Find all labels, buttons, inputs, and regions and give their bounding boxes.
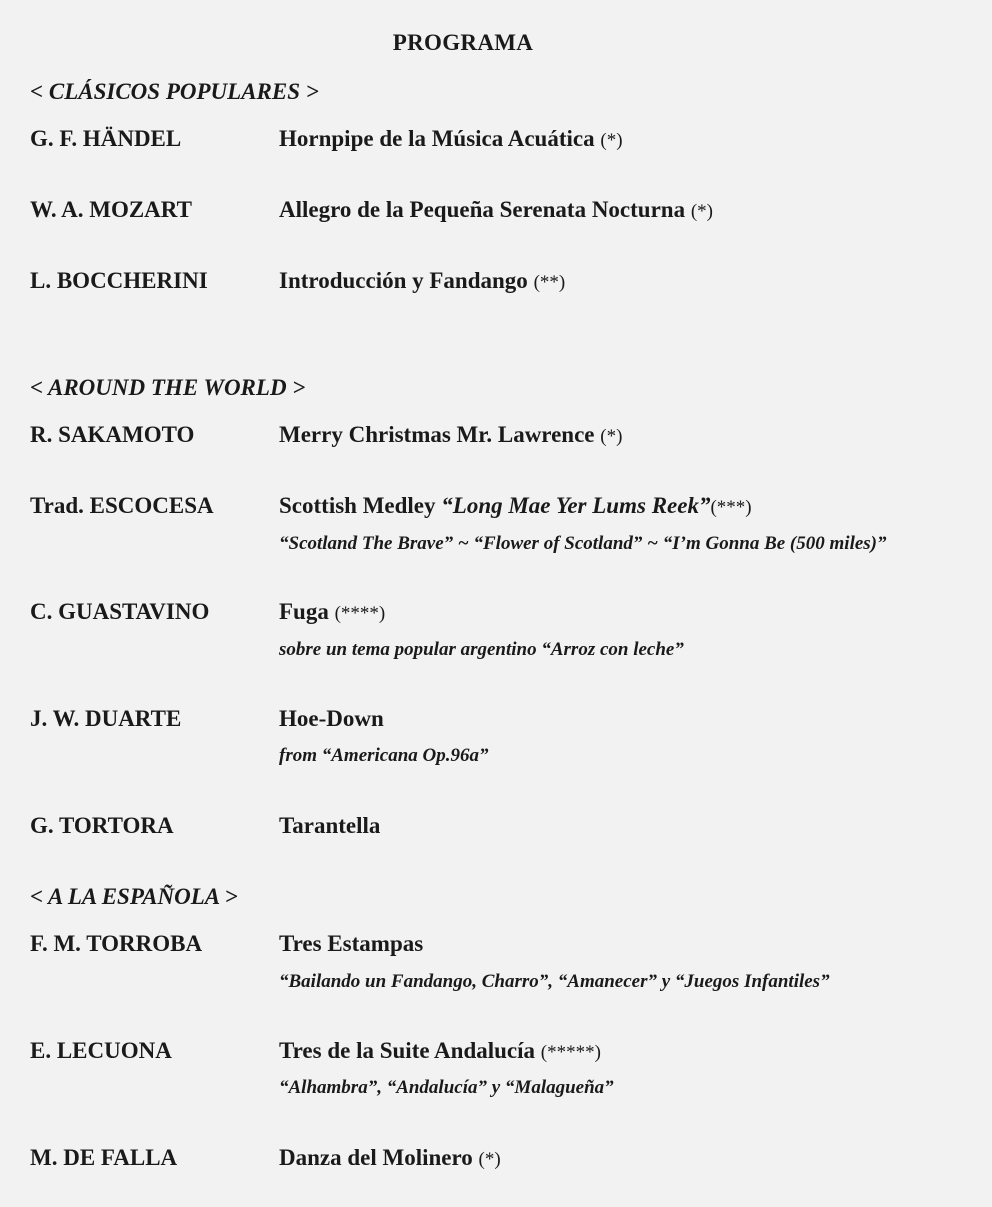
work-title: Tres Estampas xyxy=(279,931,424,956)
composer-boccherini: L. BOCCHERINI xyxy=(30,268,208,293)
footnote-mark: (**) xyxy=(533,272,566,293)
work-guastavino xyxy=(279,599,385,625)
work-detail-torroba: “Bailando un Fandango, Charro”, “Amanecer” y “Juegos Infantiles” xyxy=(279,971,830,992)
composer-guastavino: C. GUASTAVINO xyxy=(30,599,210,624)
work-detail-lecuona: “Alhambra”, “Andalucía” y “Malagueña” xyxy=(279,1077,614,1098)
work-torroba xyxy=(279,931,423,957)
work-title: Danza del Molinero xyxy=(279,1145,473,1170)
work-detail-duarte: from “Americana Op.96a” xyxy=(279,745,489,766)
footnote-mark: (****) xyxy=(334,603,386,624)
work-boccherini xyxy=(279,268,565,294)
footnote-mark: (*) xyxy=(600,426,623,447)
work-sakamoto xyxy=(279,422,622,448)
footnote-mark: (*) xyxy=(690,201,713,222)
composer-trad-escocesa: Trad. ESCOCESA xyxy=(30,493,214,518)
composer-sakamoto: R. SAKAMOTO xyxy=(30,422,195,447)
composer-lecuona: E. LECUONA xyxy=(30,1038,172,1063)
work-title: Tres de la Suite Andalucía xyxy=(279,1038,536,1063)
composer-tortora: G. TORTORA xyxy=(30,813,174,838)
work-subtitle-italic: “Long Mae Yer Lums Reek” xyxy=(441,493,711,518)
work-title: Allegro de la Pequeña Serenata Nocturna xyxy=(279,197,686,222)
composer-de-falla: M. DE FALLA xyxy=(30,1145,178,1170)
work-title: Hornpipe de la Música Acuática xyxy=(279,126,595,151)
work-scottish-medley xyxy=(279,493,752,519)
composer-handel: G. F. HÄNDEL xyxy=(30,126,182,151)
work-handel xyxy=(279,126,623,152)
footnote-mark: (*) xyxy=(478,1149,501,1170)
footnote-mark: (***) xyxy=(710,497,752,518)
work-title: Hoe-Down xyxy=(279,706,384,731)
section-heading-clasicos: < CLÁSICOS POPULARES > xyxy=(30,79,319,104)
section-heading-around-the-world: < AROUND THE WORLD > xyxy=(30,375,306,400)
work-title: Merry Christmas Mr. Lawrence xyxy=(279,422,595,447)
composer-duarte: J. W. DUARTE xyxy=(30,706,182,731)
work-duarte xyxy=(279,706,384,732)
work-lecuona xyxy=(279,1038,601,1064)
work-title: Introducción y Fandango xyxy=(279,268,528,293)
work-detail-guastavino: sobre un tema popular argentino “Arroz con leche” xyxy=(279,639,684,660)
footnote-mark: (*) xyxy=(600,130,623,151)
footnote-mark: (*****) xyxy=(540,1042,601,1063)
work-title: Tarantella xyxy=(279,813,381,838)
work-title: Scottish Medley xyxy=(279,493,436,518)
work-title: Fuga xyxy=(279,599,329,624)
composer-mozart: W. A. MOZART xyxy=(30,197,192,222)
work-detail-scottish-medley: “Scotland The Brave” ~ “Flower of Scotland” ~ “I’m Gonna Be (500 miles)” xyxy=(279,533,887,554)
work-tortora xyxy=(279,813,380,839)
section-heading-a-la-espanola: < A LA ESPAÑOLA > xyxy=(30,884,238,909)
work-mozart xyxy=(279,197,713,223)
composer-torroba: F. M. TORROBA xyxy=(30,931,203,956)
page-title: PROGRAMA xyxy=(392,30,534,55)
work-de-falla xyxy=(279,1145,501,1171)
